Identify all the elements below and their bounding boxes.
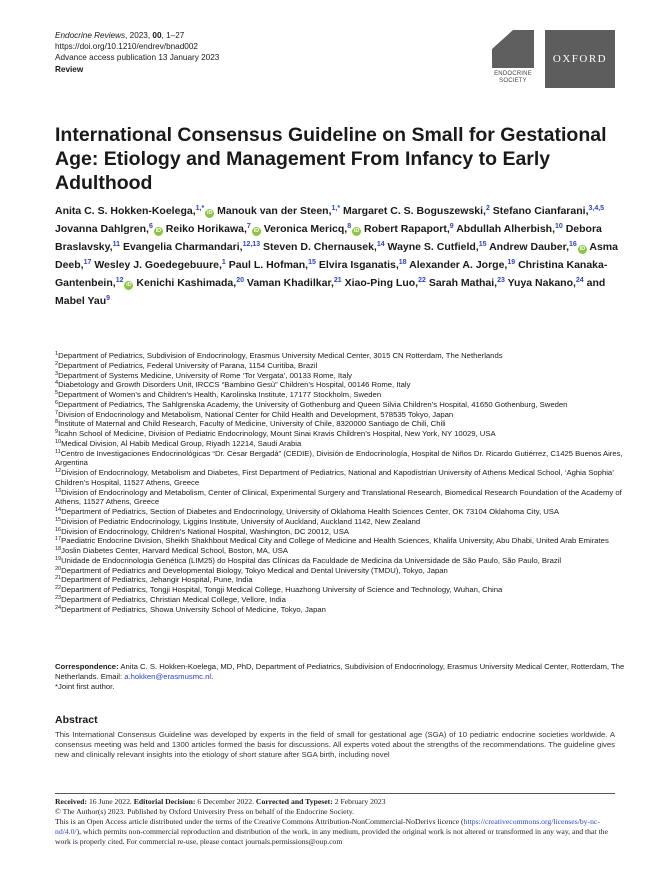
- article-title: International Consensus Guideline on Small for Gestational Age: Etiology and Management From Infancy to Early Adulthood: [55, 124, 607, 194]
- article-type: Review: [55, 65, 84, 74]
- citation-pages: , 1–27: [161, 31, 185, 40]
- author-affiliation-ref: [113, 241, 120, 248]
- author-list: [55, 202, 625, 310]
- author-affiliation-ref: [222, 259, 226, 266]
- author-name: Evangelia Charmandari,: [122, 241, 243, 253]
- author-name: Robert Rapaport,: [364, 223, 450, 235]
- author: [364, 223, 454, 235]
- author-affiliation-ref: [149, 223, 153, 230]
- affiliation-number: 15: [55, 516, 62, 523]
- author-affiliation-ref: [507, 259, 515, 266]
- author-name: Elvira Isganatis,: [318, 259, 399, 271]
- affiliation-number: 8: [347, 223, 352, 230]
- page-header: [55, 30, 615, 90]
- author: [94, 259, 226, 271]
- author: [345, 277, 426, 289]
- affiliation-number: 16: [55, 526, 62, 533]
- journal-name: Endocrine Reviews: [55, 31, 126, 40]
- affiliation-text: Medical Division, Al Habib Medical Group, Riyadh 12214, Saudi Arabia: [61, 438, 302, 448]
- affiliation-number: 11: [112, 241, 121, 248]
- affiliation-number: 13: [55, 487, 62, 494]
- affiliation: [55, 449, 625, 469]
- author-name: Veronica Mericq,: [263, 223, 348, 235]
- affiliation-number: 20: [55, 565, 62, 572]
- copyright-line: © The Author(s) 2023. Published by Oxford University Press on behalf of the Endocrine Society.: [55, 806, 354, 816]
- joint-author-star: *: [337, 205, 341, 212]
- affiliation-number: 1,: [331, 205, 338, 212]
- author: [388, 241, 487, 253]
- dates-line: [55, 797, 615, 807]
- author: [319, 259, 407, 271]
- affiliation: [55, 380, 625, 390]
- author-affiliation-ref: [555, 223, 563, 230]
- affiliation: [55, 439, 625, 449]
- affiliation: [55, 410, 625, 420]
- affiliation: [55, 556, 625, 566]
- affiliation-text: Joslin Diabetes Center, Harvard Medical School, Boston, MA, USA: [61, 546, 289, 555]
- author: [409, 259, 515, 271]
- author-affiliation-ref: [576, 277, 584, 284]
- endocrine-society-mark-icon: [492, 30, 534, 68]
- author-affiliation-ref: [247, 223, 251, 230]
- author-name: Andrew Dauber,: [489, 241, 570, 253]
- affiliation-number: 23: [55, 594, 62, 601]
- license-post: ), which permits non-commercial reproduction and distribution of the work, in any medium, provided the original work is not altered or transformed in any way, and that the work is properly cited. For commercial re-use, please contact journals.permissions@oup.com: [55, 826, 608, 846]
- correspondence-text: Anita C. S. Hokken-Koelega, MD, PhD, Department of Pediatrics, Subdivision of Endocrinology, Erasmus University Medical Center, Rotterdam, The Netherlands. Email:: [55, 662, 625, 681]
- affiliation: [55, 595, 625, 605]
- orcid-icon[interactable]: iD: [579, 246, 586, 252]
- affiliation-text: Department of Pediatrics, Section of Diabetes and Endocrinology, University of Oklahoma Health Sciences Center, OK 73104 Oklahoma City, USA: [61, 507, 560, 516]
- affiliation-number: 20: [236, 277, 244, 284]
- affiliation-text: Unidade de Endocrinologia Genética (LIM25) do Hospital das Clínicas da Faculdade de Medicina da Universidade de São Paulo, São Paulo, Brazil: [61, 555, 562, 565]
- author: [263, 241, 385, 253]
- correspondence-line: [55, 662, 625, 682]
- author-name: Vaman Khadilkar,: [246, 277, 334, 289]
- affiliation-number: 9: [106, 295, 111, 302]
- author: [508, 277, 584, 289]
- author-affiliation-ref: [479, 241, 487, 248]
- footer-divider: [55, 793, 615, 794]
- affiliation: [55, 527, 625, 537]
- affiliation-text: Diabetology and Growth Disorders Unit, IRCCS “Bambino Gesù” Children’s Hospital, 00146 Rome, Italy: [58, 380, 411, 390]
- typeset-date: 2 February 2023: [332, 797, 386, 806]
- affiliation-number: 23: [497, 277, 505, 284]
- author-affiliation-ref: [84, 259, 92, 266]
- correspondence-end: .: [211, 671, 214, 681]
- author-name: Christina Kanaka-Gantenbein,: [55, 259, 608, 289]
- affiliation-text: Institute of Maternal and Child Research, Faculty of Medicine, University of Chile, 8320000 Santiago de Chili, Chili: [58, 419, 446, 429]
- author: [493, 205, 604, 217]
- affiliation-number: 1: [55, 351, 59, 357]
- affiliation-number: 11: [55, 448, 61, 455]
- affiliation-number: 10: [555, 223, 563, 230]
- author-affiliation-ref: [236, 277, 244, 284]
- license-text: [55, 817, 615, 847]
- affiliation-text: Department of Systems Medicine, University of Rome ‘Tor Vergata’, 00133 Rome, Italy: [58, 370, 353, 380]
- endocrine-society-logo: [487, 30, 539, 88]
- affiliation-number: 21: [55, 575, 62, 582]
- affiliation-text: Department of Pediatrics, Christian Medical College, Vellore, India: [61, 594, 286, 604]
- affiliation-number: 19: [55, 555, 62, 562]
- affiliation-number: 14: [55, 507, 62, 513]
- oxford-logo: OXFORD: [545, 30, 615, 88]
- affiliation-number: 12: [55, 468, 62, 474]
- author-affiliation-ref: [399, 259, 407, 266]
- author-affiliation-ref: [196, 205, 205, 212]
- author-name: Xiao-Ping Luo,: [344, 277, 419, 289]
- decision-date: 6 December 2022.: [195, 797, 256, 806]
- author-affiliation-ref: [116, 277, 124, 284]
- author-name: Anita C. S. Hokken-Koelega,: [55, 205, 196, 217]
- doi-link[interactable]: https://doi.org/10.1210/endrev/bnad002: [55, 42, 198, 51]
- affiliation-number: 3,4,5: [588, 205, 605, 212]
- author-affiliation-ref: [377, 241, 385, 248]
- author-affiliation-ref: [308, 259, 316, 266]
- affiliation-number: 17: [83, 259, 92, 266]
- author: [217, 205, 340, 217]
- orcid-icon[interactable]: iD: [353, 228, 360, 234]
- received-date: 16 June 2022.: [87, 797, 134, 806]
- author: [123, 241, 260, 253]
- affiliation: [55, 361, 625, 371]
- affiliation-text: Division of Endocrinology and Metabolism, National Center for Child Health and Development, 578535 Tokyo, Japan: [58, 409, 454, 419]
- orcid-icon[interactable]: iD: [253, 228, 260, 234]
- author-name: Wesley J. Goedegebuure,: [94, 259, 222, 271]
- affiliation: [55, 488, 625, 508]
- affiliation-list: [55, 351, 625, 614]
- affiliation-number: 6: [148, 223, 153, 230]
- author-affiliation-ref: [334, 277, 342, 284]
- affiliation: [55, 371, 625, 381]
- affiliation-text: Centro de Investigaciones Endocrinológicas “Dr. Cesar Bergadá” (CEDIE), División de Endocrinología, Hospital de Niños Dr. Ricardo Gutiérrez, C1425 Buenos Aires, Argentina: [55, 448, 623, 468]
- affiliation-text: Department of Pediatrics, Showa University School of Medicine, Tokyo, Japan: [61, 604, 326, 614]
- affiliation-number: 1,: [195, 205, 202, 212]
- affiliation-number: 8: [55, 419, 59, 426]
- author-name: Paul L. Hofman,: [228, 259, 309, 271]
- affiliation-text: Department of Pediatrics, Tongji Hospital, Tongji Medical College, Huazhong University of Science and Technology, Wuhan, China: [61, 585, 503, 594]
- affiliation-number: 18: [55, 546, 62, 552]
- correspondence: [55, 662, 625, 691]
- author-name: Margaret C. S. Boguszewski,: [343, 205, 486, 217]
- author: [343, 205, 490, 217]
- page-footer: [55, 797, 615, 847]
- author-name: Kenichi Kashimada,: [136, 277, 237, 289]
- received-label: Received:: [55, 797, 88, 806]
- author: [247, 277, 342, 289]
- citation-year: , 2023,: [125, 31, 153, 40]
- correspondence-email-link[interactable]: a.hokken@erasmusmc.nl: [124, 671, 212, 681]
- affiliation-number: 21: [333, 277, 342, 284]
- affiliation-number: 4: [55, 380, 59, 387]
- affiliation: [55, 585, 625, 595]
- author: [489, 241, 587, 253]
- author-name: Alexander A. Jorge,: [409, 259, 508, 271]
- affiliation: [55, 390, 625, 400]
- author-name: Jovanna Dahlgren,: [55, 223, 149, 235]
- author-name: Debora Braslavsky,: [55, 223, 602, 253]
- affiliation-text: Division of Endocrinology and Metabolism, Center of Clinical, Experimental Surgery and Translational Research, Biomedical Research Foundation of the Academy of Athens, 11527 Athens, Greece: [55, 487, 622, 507]
- author-affiliation-ref: [418, 277, 426, 284]
- affiliation-number: 16: [569, 241, 577, 248]
- affiliation-number: 22: [55, 585, 62, 591]
- author-name: Abdullah Alherbish,: [456, 223, 555, 235]
- author-affiliation-ref: [243, 241, 261, 248]
- affiliation: [55, 566, 625, 576]
- author: [136, 277, 244, 289]
- affiliation-number: 1: [221, 259, 226, 266]
- affiliation: [55, 517, 625, 527]
- affiliation-number: 9: [55, 429, 59, 435]
- affiliation-number: 2: [485, 205, 490, 212]
- license-link[interactable]: https://creativecommons.org/licenses/by-nc-nd/4.0/: [55, 816, 600, 836]
- author-name: Asma Deeb,: [55, 241, 618, 271]
- orcid-icon[interactable]: iD: [126, 282, 132, 288]
- affiliation-number: 12: [115, 277, 124, 284]
- author-name: Manouk van der Steen,: [217, 205, 332, 217]
- affiliation-number: 18: [398, 259, 407, 266]
- affiliation-text: Paediatric Endocrine Division, Sheikh Shakhbout Medical City and College of Medicine and Health Sciences, Khalifa University, Abu Dhabi, United Arab Emirates: [61, 536, 609, 546]
- author-affiliation-ref: [347, 223, 351, 230]
- affiliation-text: Department of Pediatrics, Jehangir Hospital, Pune, India: [61, 575, 253, 585]
- author: [55, 223, 163, 235]
- affiliation-text: Department of Pediatrics, The Sahlgrenska Academy, the University of Gothenburg and Queen Silvia Children’s Hospital, 41650 Gothenburg, Sweden: [58, 399, 568, 409]
- author: [55, 205, 214, 217]
- endocrine-logo-line1: ENDOCRINE: [494, 71, 532, 77]
- affiliation: [55, 575, 625, 585]
- affiliation-text: Division of Pediatric Endocrinology, Liggins Institute, University of Auckland, Auckland 1142, New Zealand: [61, 516, 421, 526]
- author-affiliation-ref: [332, 205, 341, 212]
- author: [229, 259, 316, 271]
- author-name: Stefano Cianfarani,: [492, 205, 589, 217]
- affiliation: [55, 400, 625, 410]
- author: [166, 223, 261, 235]
- affiliation-text: Department of Pediatrics, Federal University of Parana, 1154 Curitiba, Brazil: [58, 360, 318, 370]
- author-name: Wayne S. Cutfield,: [387, 241, 479, 253]
- affiliation: [55, 507, 625, 517]
- affiliation: [55, 419, 625, 429]
- author-name: Yuya Nakano,: [507, 277, 576, 289]
- affiliation-text: Division of Endocrinology, Children’s National Hospital, Washington, DC 20012, USA: [61, 526, 349, 536]
- affiliation-text: Department of Pediatrics and Developmental Biology, Tokyo Medical and Dental University (TMDU), Tokyo, Japan: [61, 565, 448, 575]
- affiliation-number: 15: [478, 241, 487, 248]
- joint-author-note: *Joint first author.: [55, 681, 115, 691]
- affiliation-number: 24: [575, 277, 584, 284]
- author: [429, 277, 505, 289]
- affiliation-number: 9: [449, 223, 454, 230]
- typeset-label: Corrected and Typeset:: [255, 797, 333, 806]
- author: [264, 223, 361, 235]
- endocrine-society-wordmark: [487, 71, 539, 85]
- author-name: Sarah Mathai,: [428, 277, 498, 289]
- affiliation-number: 10: [55, 438, 62, 445]
- affiliation-number: 14: [376, 241, 385, 248]
- author-affiliation-ref: [588, 205, 604, 212]
- affiliation-number: 12,13: [242, 241, 261, 248]
- affiliation-text: Division of Endocrinology, Metabolism and Diabetes, First Department of Pediatrics, National and Kapodistrian University of Athens Medical School, ‘Aghia Sophia’ Children’s Hospital, 11527 Athens, Greece: [55, 468, 614, 487]
- affiliation: [55, 468, 625, 488]
- affiliation-number: 6: [55, 399, 59, 406]
- affiliation-text: Department of Pediatrics, Subdivision of Endocrinology, Erasmus University Medical Center, 3015 CN Rotterdam, The Netherlands: [58, 351, 503, 360]
- affiliation: [55, 429, 625, 439]
- abstract-heading: Abstract: [55, 714, 98, 726]
- author-affiliation-ref: [106, 295, 110, 302]
- affiliation-number: 24: [55, 604, 62, 611]
- affiliation-text: Icahn School of Medicine, Division of Pediatric Endocrinology, Mount Sinai Kravis Children’s Hospital, New York, NY 10029, USA: [58, 429, 496, 438]
- orcid-icon[interactable]: iD: [155, 228, 162, 234]
- author-name: and Mabel Yau: [55, 277, 606, 307]
- affiliation-number: 2: [55, 360, 59, 367]
- affiliation: [55, 351, 625, 361]
- access-date: Advance access publication 13 January 2023: [55, 53, 220, 62]
- citation-volume: 00: [152, 31, 162, 40]
- affiliation-number: 7: [55, 409, 59, 416]
- affiliation: [55, 605, 625, 615]
- affiliation-number: 3: [55, 370, 59, 377]
- affiliation: [55, 536, 625, 546]
- affiliation-number: 17: [55, 536, 62, 543]
- abstract-text: This International Consensus Guideline was developed by experts in the field of small for gestational age (SGA) of 10 pediatric endocrine societies worldwide. A consensus meeting was held and 1300 articles formed the basis for discussions. All experts voted about the strengths of the recommendations. The guideline gives new and clinically relevant insights into the etiology of short stature after SGA birth, including novel: [55, 730, 615, 759]
- joint-author-star: *: [201, 205, 205, 212]
- author-name: Reiko Horikawa,: [165, 223, 247, 235]
- affiliation-number: 5: [55, 390, 59, 396]
- affiliation-number: 22: [418, 277, 426, 284]
- correspondence-label: Correspondence:: [55, 662, 119, 671]
- license-pre: This is an Open Access article distributed under the terms of the Creative Commons Attribution-NonCommercial-NoDerivs licence (: [55, 816, 464, 826]
- author-affiliation-ref: [569, 241, 577, 248]
- author-affiliation-ref: [450, 223, 454, 230]
- orcid-icon[interactable]: iD: [206, 210, 213, 216]
- affiliation-number: 15: [308, 259, 316, 266]
- author-name: Steven D. Chernausek,: [263, 241, 377, 253]
- affiliation-text: Department of Women’s and Children’s Health, Karolinska Institute, 17177 Stockholm, Sweden: [58, 390, 382, 399]
- author: [456, 223, 563, 235]
- affiliation: [55, 546, 625, 556]
- affiliation-number: 19: [507, 259, 516, 266]
- decision-label: Editorial Decision:: [133, 797, 196, 806]
- affiliation-number: 7: [246, 223, 251, 230]
- endocrine-logo-line2: SOCIETY: [499, 78, 527, 84]
- author-affiliation-ref: [486, 205, 490, 212]
- author-affiliation-ref: [497, 277, 505, 284]
